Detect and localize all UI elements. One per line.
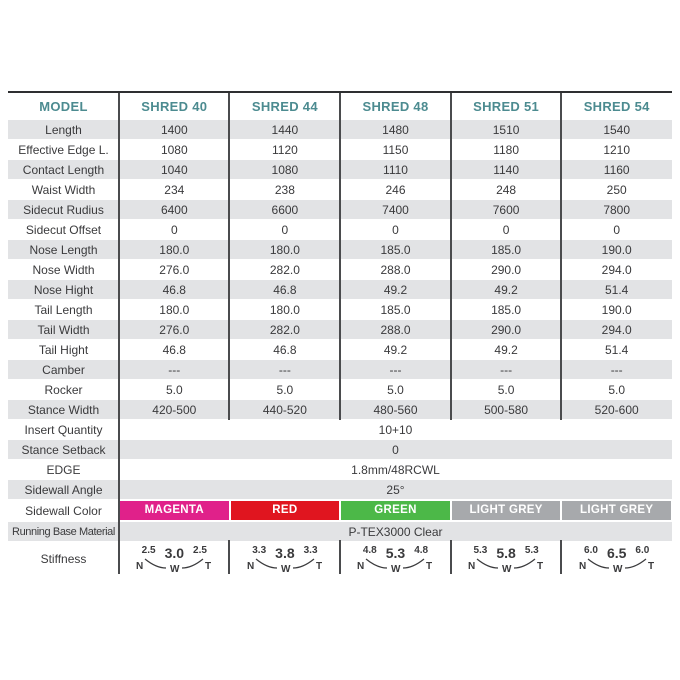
spec-value: 1400 bbox=[160, 122, 188, 137]
spec-value: 276.0 bbox=[159, 262, 190, 277]
stiffness-waist: 5.8 bbox=[496, 545, 516, 561]
svg-text:T: T bbox=[537, 561, 544, 572]
spec-value: 46.8 bbox=[273, 282, 297, 297]
row-label: Sidewall Color bbox=[25, 503, 102, 518]
spec-value: 0 bbox=[281, 222, 289, 237]
spec-value: 238 bbox=[274, 182, 295, 197]
spec-value: 10+10 bbox=[378, 422, 413, 437]
color-swatch-red: RED bbox=[231, 501, 340, 520]
row-label: Effective Edge L. bbox=[18, 142, 109, 157]
row-label: Camber bbox=[42, 362, 85, 377]
spec-value: 49.2 bbox=[494, 342, 518, 357]
spec-value: 7600 bbox=[492, 202, 520, 217]
spec-value: 1180 bbox=[493, 142, 519, 157]
nose-waist-tail-diagram bbox=[353, 557, 437, 572]
spec-value: --- bbox=[500, 362, 513, 377]
spec-value: 6600 bbox=[271, 202, 299, 217]
stiffness-cell bbox=[119, 546, 230, 572]
svg-text:N: N bbox=[468, 561, 476, 572]
spec-value: 288.0 bbox=[380, 322, 411, 337]
stiffness-tail: 4.8 bbox=[414, 545, 429, 556]
spec-value: 5.0 bbox=[276, 382, 294, 397]
spec-value: 180.0 bbox=[269, 242, 300, 257]
table-row-insert-quantity bbox=[8, 420, 672, 440]
spec-value: 520-600 bbox=[594, 402, 639, 417]
spec-value: 1440 bbox=[271, 122, 299, 137]
stiffness-tail: 2.5 bbox=[193, 545, 207, 556]
row-label: Length bbox=[45, 122, 82, 137]
spec-value: 25° bbox=[386, 482, 405, 497]
svg-text:W: W bbox=[280, 564, 291, 572]
stiffness-nose: 3.3 bbox=[252, 545, 267, 556]
row-label: Tail Length bbox=[34, 302, 93, 317]
svg-text:T: T bbox=[647, 561, 654, 572]
column-header-shred-44: SHRED 44 bbox=[251, 98, 318, 114]
spec-value: 440-520 bbox=[262, 402, 307, 417]
spec-value: 0 bbox=[613, 222, 621, 237]
table-row-sidewall-color bbox=[8, 500, 672, 522]
table-row bbox=[8, 380, 672, 400]
stiffness-tail: 3.3 bbox=[303, 545, 318, 556]
svg-text:W: W bbox=[170, 564, 180, 572]
stiffness-waist: 3.0 bbox=[164, 545, 185, 561]
spec-value: 500-580 bbox=[484, 402, 529, 417]
color-swatch-magenta: MAGENTA bbox=[120, 501, 229, 520]
row-label: Rocker bbox=[44, 382, 83, 397]
svg-text:N: N bbox=[357, 561, 365, 572]
spec-value: 0 bbox=[502, 222, 510, 237]
table-row bbox=[8, 140, 672, 160]
spec-value: 180.0 bbox=[159, 302, 190, 317]
spec-value: 282.0 bbox=[269, 322, 300, 337]
row-label: Tail Width bbox=[37, 322, 90, 337]
table-row bbox=[8, 180, 672, 200]
row-label: Stance Setback bbox=[21, 442, 106, 457]
color-swatch-green: GREEN bbox=[341, 501, 450, 520]
spec-value: 294.0 bbox=[601, 322, 632, 337]
spec-value: --- bbox=[168, 362, 181, 377]
spec-value: 1120 bbox=[271, 142, 298, 157]
spec-value: 1540 bbox=[603, 122, 631, 137]
row-label: Waist Width bbox=[31, 182, 96, 197]
stiffness-cell bbox=[340, 546, 451, 572]
svg-text:N: N bbox=[136, 561, 144, 572]
spec-value: --- bbox=[610, 362, 623, 377]
table-row bbox=[8, 320, 672, 340]
stiffness-cell bbox=[451, 546, 562, 572]
spec-value: P-TEX3000 Clear bbox=[348, 524, 443, 539]
spec-value: 185.0 bbox=[380, 302, 411, 317]
stiffness-tail: 6.0 bbox=[635, 545, 650, 556]
table-row-running-base-material bbox=[8, 522, 672, 542]
svg-text:T: T bbox=[426, 561, 433, 572]
svg-text:W: W bbox=[502, 564, 512, 572]
spec-value: 1150 bbox=[382, 142, 409, 157]
stiffness-nose: 2.5 bbox=[141, 545, 156, 556]
stiffness-waist: 3.8 bbox=[275, 545, 295, 561]
table-row bbox=[8, 340, 672, 360]
svg-text:N: N bbox=[246, 561, 255, 572]
spec-value: 1080 bbox=[271, 162, 299, 177]
stiffness-nose: 6.0 bbox=[584, 545, 598, 556]
stiffness-cell bbox=[230, 546, 341, 572]
spec-value: 6400 bbox=[160, 202, 188, 217]
stiffness-tail: 5.3 bbox=[524, 545, 539, 556]
spec-value: 1040 bbox=[160, 162, 188, 177]
spec-value: 49.2 bbox=[383, 342, 408, 357]
svg-text:W: W bbox=[391, 564, 401, 572]
table-row bbox=[8, 280, 672, 300]
spec-value: 7400 bbox=[382, 202, 409, 217]
spec-value: 51.4 bbox=[605, 342, 629, 357]
spec-value: 1510 bbox=[492, 122, 520, 137]
row-label: Nose Length bbox=[29, 242, 98, 257]
row-label: Nose Hight bbox=[33, 282, 94, 297]
table-row bbox=[8, 160, 672, 180]
color-swatch-light-grey: LIGHT GREY bbox=[562, 501, 671, 520]
spec-value: 185.0 bbox=[491, 302, 522, 317]
column-header-shred-54: SHRED 54 bbox=[583, 98, 650, 114]
table-row bbox=[8, 300, 672, 320]
spec-value: 5.0 bbox=[165, 382, 183, 397]
spec-value: 246 bbox=[385, 182, 406, 197]
spec-table bbox=[8, 91, 672, 576]
stiffness-waist: 6.5 bbox=[606, 545, 627, 561]
spec-value: 1140 bbox=[493, 162, 519, 177]
stiffness-nose: 5.3 bbox=[473, 545, 488, 556]
stiffness-cell bbox=[561, 546, 672, 572]
table-row bbox=[8, 220, 672, 240]
spec-value: 46.8 bbox=[162, 342, 186, 357]
spec-rows-group bbox=[8, 120, 672, 420]
spec-value: 276.0 bbox=[159, 322, 190, 337]
spec-value: 49.2 bbox=[494, 282, 518, 297]
svg-text:W: W bbox=[612, 564, 623, 572]
row-label: Sidecut Rudius bbox=[23, 202, 104, 217]
color-swatch-light-grey: LIGHT GREY bbox=[452, 501, 561, 520]
spec-value: 185.0 bbox=[380, 242, 411, 257]
spec-value: 46.8 bbox=[273, 342, 297, 357]
nose-waist-tail-diagram bbox=[243, 557, 327, 572]
row-label: Contact Length bbox=[22, 162, 105, 177]
spec-value: 190.0 bbox=[601, 302, 632, 317]
spec-value: 1110 bbox=[383, 162, 408, 177]
row-label: EDGE bbox=[46, 462, 81, 477]
spec-value: 294.0 bbox=[601, 262, 632, 277]
spec-value: 0 bbox=[392, 442, 399, 457]
table-row bbox=[8, 120, 672, 140]
nose-waist-tail-diagram bbox=[464, 557, 548, 572]
table-row bbox=[8, 200, 672, 220]
spec-value: 190.0 bbox=[601, 242, 632, 257]
spec-value: --- bbox=[278, 362, 291, 377]
svg-text:T: T bbox=[315, 561, 322, 572]
spec-value: 180.0 bbox=[159, 242, 190, 257]
spec-value: 1160 bbox=[603, 162, 630, 177]
spec-value: 234 bbox=[164, 182, 185, 197]
spec-value: 1080 bbox=[160, 142, 188, 157]
column-header-model: MODEL bbox=[39, 98, 88, 114]
table-row-stance-setback bbox=[8, 440, 672, 460]
spec-value: 288.0 bbox=[380, 262, 411, 277]
svg-text:T: T bbox=[205, 561, 212, 572]
row-label: Stiffness bbox=[40, 552, 87, 566]
svg-text:N: N bbox=[578, 561, 586, 572]
stiffness-waist: 5.3 bbox=[385, 545, 406, 561]
table-row bbox=[8, 360, 672, 380]
spec-value: 180.0 bbox=[269, 302, 300, 317]
column-header-shred-51: SHRED 51 bbox=[473, 98, 540, 114]
spec-value: 282.0 bbox=[269, 262, 300, 277]
row-label: Nose Width bbox=[32, 262, 95, 277]
spec-value: 1480 bbox=[382, 122, 409, 137]
table-header-row bbox=[8, 93, 672, 120]
spec-value: 0 bbox=[392, 222, 399, 237]
row-label: Sidewall Angle bbox=[24, 482, 103, 497]
column-header-shred-48: SHRED 48 bbox=[362, 98, 429, 114]
spec-value: 7800 bbox=[603, 202, 631, 217]
spec-value: 420-500 bbox=[152, 402, 197, 417]
spec-value: 51.4 bbox=[605, 282, 629, 297]
table-row-edge bbox=[8, 460, 672, 480]
spec-value: 1.8mm/48RCWL bbox=[351, 462, 440, 477]
row-label: Sidecut Offset bbox=[25, 222, 102, 237]
nose-waist-tail-diagram bbox=[575, 557, 659, 572]
spec-value: 5.0 bbox=[497, 382, 515, 397]
spec-value: 1210 bbox=[603, 142, 631, 157]
spec-value: 290.0 bbox=[491, 322, 522, 337]
spec-value: 49.2 bbox=[383, 282, 408, 297]
spec-value: 0 bbox=[170, 222, 178, 237]
table-row bbox=[8, 240, 672, 260]
table-row bbox=[8, 260, 672, 280]
row-label: Tail Hight bbox=[38, 342, 89, 357]
table-row bbox=[8, 400, 672, 420]
table-row-stiffness bbox=[8, 542, 672, 576]
spec-value: 5.0 bbox=[387, 382, 404, 397]
spec-value: 5.0 bbox=[608, 382, 626, 397]
spec-value: 46.8 bbox=[162, 282, 186, 297]
table-row-sidewall-angle bbox=[8, 480, 672, 500]
spec-value: --- bbox=[389, 362, 402, 377]
spec-value: 290.0 bbox=[491, 262, 522, 277]
row-label: Insert Quantity bbox=[24, 422, 103, 437]
nose-waist-tail-diagram bbox=[132, 557, 216, 572]
row-label: Running Base Material bbox=[12, 525, 115, 538]
spec-value: 250 bbox=[606, 182, 627, 197]
row-label: Stance Width bbox=[27, 402, 100, 417]
spec-value: 248 bbox=[496, 182, 517, 197]
spec-value: 480-560 bbox=[373, 402, 418, 417]
column-header-shred-40: SHRED 40 bbox=[141, 98, 208, 114]
spec-value: 185.0 bbox=[491, 242, 522, 257]
stiffness-nose: 4.8 bbox=[362, 545, 377, 556]
